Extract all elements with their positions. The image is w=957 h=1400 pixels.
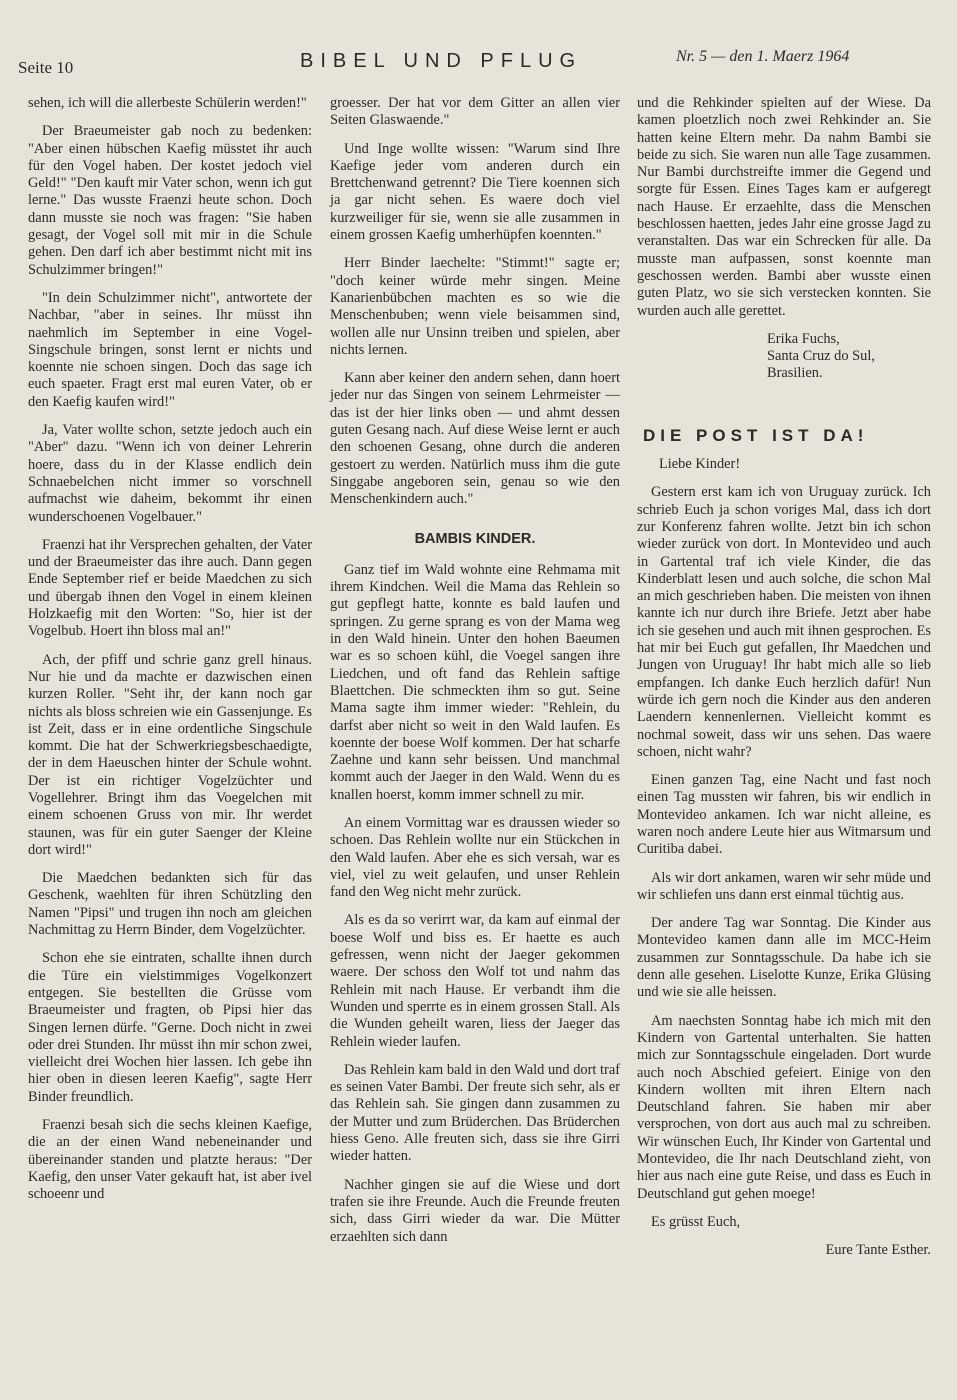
paragraph: Gestern erst kam ich von Uruguay zurück. Ich schrieb Euch ja schon voriges Mal, dass ich dort zur Konferenz fahren wollte. Jetzt bin ich schon wieder zurück von dort. In Montevideo und auch in Gartental traf ich viele Kinder, die das Kinderblatt lesen und auch solche, die schon Mal an mich geschrieben haben. Die meisten von ihnen kannte ich nur durch ihre Briefe. Jetzt aber habe ich sie gesehen und auch mit ihnen gesprochen. Es hat mir bei Euch gut gefallen, Ihr Maedchen und Jungen von Uruguay! Ihr habt mich alle so lieb empfangen. Ich danke Euch herzlich dafür! Nun würde ich gern noch die Kinder aus den anderen Laendern kennenlernen. Vielleicht kommt es nochmal soweit, dass wir uns sehen. Das waere schoen, nicht wahr? bbox=[637, 484, 931, 760]
paragraph: Fraenzi besah sich die sechs kleinen Kaefige, die an der einen Wand nebeneinander und übereinander standen und platzte heraus: "Der Kaefig, den unser Vater gekauft hat, ist aber ivel schoeenr und bbox=[28, 1117, 312, 1203]
paragraph: Kann aber keiner den andern sehen, dann hoert jeder nur das Singen von seinem Lehrmeister — das ist der hier links oben — und ahmt dessen guten Gesang nach. Auf diese Weise lernt er auch den schoenen Gesang, ohne durch die anderen gestoert zu werden. Natürlich muss ihm die gute Singgabe angeboren sein, genau so wie den Menschenkindern auch." bbox=[330, 370, 620, 508]
paragraph: Herr Binder laechelte: "Stimmt!" sagte er; "doch keiner würde mehr singen. Meine Kanarienbübchen machten es so wie die Menschenbuben; wenn viele beisammen sind, wollen alle nur Unsinn treiben und spielen, aber nichts lernen. bbox=[330, 255, 620, 358]
signature-line: Santa Cruz do Sul, bbox=[767, 348, 875, 365]
paragraph: Die Maedchen bedankten sich für das Geschenk, waehlten für ihren Schützling den Namen "Pipsi" und trugen ihn noch am gleichen Nachmittag zu Herrn Binder, dem Vogelzüchter. bbox=[28, 870, 312, 939]
page-number: Seite 10 bbox=[18, 58, 74, 77]
author-signature bbox=[767, 331, 931, 383]
paragraph: Nachher gingen sie auf die Wiese und dort trafen sie ihre Freunde. Auch die Freunde freuten sich, dass Girri wieder da war. Die Mütter erzaehlten sich dann bbox=[330, 1176, 620, 1245]
paragraph: An einem Vormittag war es draussen wieder so schoen. Das Rehlein wollte nur ein Stückchen in den Wald laufen. Aber ehe es sich versah, war es viel, viel zu weit gelaufen, und unser Rehlein fand den Weg nicht mehr zurück. bbox=[330, 814, 620, 901]
paragraph: Es grüsst Euch, bbox=[651, 1213, 741, 1230]
paragraph: Ganz tief im Wald wohnte eine Rehmama mit ihrem Kindchen. Weil die Mama das Rehlein so gut gepflegt hatte, konnte es bald laufen und springen. Zu gerne sprang es von der Mama weg in den Wald hinein. Unter den hohen Baeumen war es so schoen kühl, die Voegel sangen ihre Liedchen, und oft fand das Rehlein saftige Blaettchen. Die schmeckten ihm so gut. Seine Mama sagte ihm immer wieder: "Rehlein, du darfst aber nicht so weit in den Wald laufen. Es koennte der boese Wolf kommen. Der hat scharfe Zaehne und kann sehr beissen. Und manchmal kommt auch der Jaeger in den Wald. Wenn du es knallen hoerst, komm immer schnell zu mir. bbox=[330, 561, 620, 803]
page-header bbox=[0, 48, 957, 84]
paragraph: groesser. Der hat vor dem Gitter an allen vier Seiten Glaswaende." bbox=[330, 95, 620, 129]
signature-line: Brasilien. bbox=[767, 365, 823, 382]
paragraph: Das Rehlein kam bald in den Wald und dort traf es seinen Vater Bambi. Der freute sich sehr, als er das Rehlein sah. Sie gingen dann zusammen zu der Mutter und zum Brüderchen. Das Brüderchen hiess Geno. Alle freuten sich, dass sie ihre Girri wieder hatten. bbox=[330, 1061, 620, 1165]
paragraph: Der Braeumeister gab noch zu bedenken: "Aber einen hübschen Kaefig müsstet ihr auch für den Vogel haben. Der kostet jedoch viel Geld!" "Den kauft mir Vater schon, wenn ich gut lerne." Das wusste Fraenzi heute schon. Doch dann musste sie noch was fragen: "Sie haben gesagt, der Vogel soll mit mir in die Schule gehen. Den darf ich aber bestimmt nicht mit ins Schulzimmer bringen!" bbox=[28, 123, 312, 278]
letter-signature: Eure Tante Esther. bbox=[825, 1242, 931, 1259]
paragraph: Ach, der pfiff und schrie ganz grell hinaus. Nur hie und da machte er dazwischen einen kurzen Roller. "Seht ihr, der kann noch gar nichts als bloss schreien wie ein Gassenjunge. Es ist Zeit, dass er in eine ordentliche Singschule kommt. Die hat der Schwerkriegsbeschaedigte, der in dem Haeuschen hinter der Schule wohnt. Der ist ein richtiger Vogelzüchter und Vogellehrer. Bringt ihm das Voegelchen mit einem schoenen Gruss von mir. Ihr werdet staunen, was für ein guter Saenger der Kleine dort wird!" bbox=[28, 651, 312, 858]
paragraph: und die Rehkinder spielten auf der Wiese. Da kamen ploetzlich noch zwei Rehkinder an. Sie hatten keine Eltern mehr. Da nahm Bambi sie beide zu sich. Sie waren nun alle Tage zusammen. Nur Bambi durchstreifte immer die Gegend und sorgte für Essen. Eines Tages kam er aufgeregt nach Hause. Er erzaehlte, dass die Menschen beschlossen haetten, jedes Jahr eine grosse Jagd zu veranstalten. Das war ein Schrecken für alle. Da musste man aufpassen, sonst koennte man geschossen werden. Bambi aber wusste einen guten Platz, wo sie sich verstecken konnten. Sie wurden auch alle gerettet. bbox=[637, 95, 931, 319]
paragraph: Einen ganzen Tag, eine Nacht und fast noch einen Tag mussten wir fahren, bis wir endlich in Montevideo ankamen. Ich war nicht alleine, es waren noch andere Leute hier aus Witmarsum und Curitiba dabei. bbox=[637, 772, 931, 858]
signature-line: Erika Fuchs, bbox=[767, 330, 840, 347]
column-3 bbox=[637, 95, 931, 1271]
issue-date: Nr. 5 — den 1. Maerz 1964 bbox=[676, 48, 850, 65]
paragraph: Schon ehe sie eintraten, schallte ihnen durch die Türe ein vielstimmiges Vogelkonzert entgegen. Sie bestellten die Grüsse vom Braeumeister und fragten, ob Pipsi hier das Singen lernen dürfe. "Gerne. Doch nicht in zwei oder drei Stunden. Ihr müsst ihn mir schon zwei, vielleicht drei Wochen hier lassen. Ich gebe ihn hier oben in diesen leeren Kaefig", sagte Herr Binder freundlich. bbox=[28, 950, 312, 1105]
paragraph: Fraenzi hat ihr Versprechen gehalten, der Vater und der Braeumeister das ihre auch. Dann gegen Ende September rief er beide Maedchen zu sich und übergab ihnen den Vogel in einem kleinen Holzkaefig mit den Worten: "So, hier ist der Vogelbub. Hoert ihn bloss mal an!" bbox=[28, 536, 312, 640]
masthead-title: BIBEL UND PFLUG bbox=[300, 50, 583, 72]
paragraph: Als es da so verirrt war, da kam auf einmal der boese Wolf und biss es. Er haette es auch gefressen, wenn nicht der Jaeger gekommen waere. Der schoss den Wolf tot und nahm das Rehlein mit nach Hause. Er verbandt ihm die Wunden und sperrte es in einem grossen Stall. Als die Wunden geheilt waren, liess der Jaeger das Rehlein wieder laufen. bbox=[330, 912, 620, 1050]
column-1 bbox=[28, 95, 312, 1215]
paragraph: Am naechsten Sonntag habe ich mich mit den Kindern von Gartental unterhalten. Sie hatten mich zur Sonntagsschule eingeladen. Dort wurde auch noch Abschied gefeiert. Einige von den Kindern wollten mit ihren Eltern nach Deutschland fahren. Sie haben mir aber versprochen, von dort aus auch mal zu schreiben. Wir wünschen Euch, Ihr Kinder von Gartental und Montevideo, die Ihr nach Deutschland zieht, von hier aus nach eine gute Reise, und dass es Euch in Deutschland gut gehen moege! bbox=[637, 1012, 931, 1202]
paragraph: sehen, ich will die allerbeste Schülerin werden!" bbox=[28, 95, 307, 111]
paragraph: Der andere Tag war Sonntag. Die Kinder aus Montevideo kamen dann alle im MCC-Heim zusammen zur Sonntagsschule. Da habe ich sie denn alle gesehen. Liselotte Kunze, Erika Glüsing und wie sie alle heissen. bbox=[637, 915, 931, 1001]
paragraph: Als wir dort ankamen, waren wir sehr müde und wir schliefen uns dann erst einmal tüchtig aus. bbox=[637, 869, 931, 903]
bambis-kinder-heading: BAMBIS KINDER. bbox=[414, 530, 536, 547]
column-2 bbox=[330, 95, 620, 1257]
post-heading: DIE POST IST DA! bbox=[643, 425, 869, 445]
paragraph: Und Inge wollte wissen: "Warum sind Ihre Kaefige jeder vom anderen durch ein Brettchenwand getrennt? Die Tiere koennen sich ja gar nicht sehen. Es waere doch viel kurzweiliger für sie, wenn sie alle zusammen in einem grossen Kaefig umherhüpfen koennten." bbox=[330, 140, 620, 244]
paragraph: "In dein Schulzimmer nicht", antwortete der Nachbar, "aber in seines. Ihr müsst ihn naehmlich im September in eine Vogel-Singschule bringen, sonst lernt er nichts und koennte nie schoen singen. Doch das sage ich euch spaeter. Fragt erst mal euren Vater, ob er den Kaefig kaufen wird!" bbox=[28, 289, 312, 410]
paragraph: Ja, Vater wollte schon, setzte jedoch auch ein "Aber" dazu. "Wenn ich von deiner Lehrerin hoere, dass du in der Klasse endlich dein Schnaebelchen nicht immer so vorschnell aufmachst wie daheim, bekommt ihr einen wunderschoenen Vogelbauer." bbox=[28, 422, 312, 525]
letter-greeting: Liebe Kinder! bbox=[659, 456, 741, 473]
